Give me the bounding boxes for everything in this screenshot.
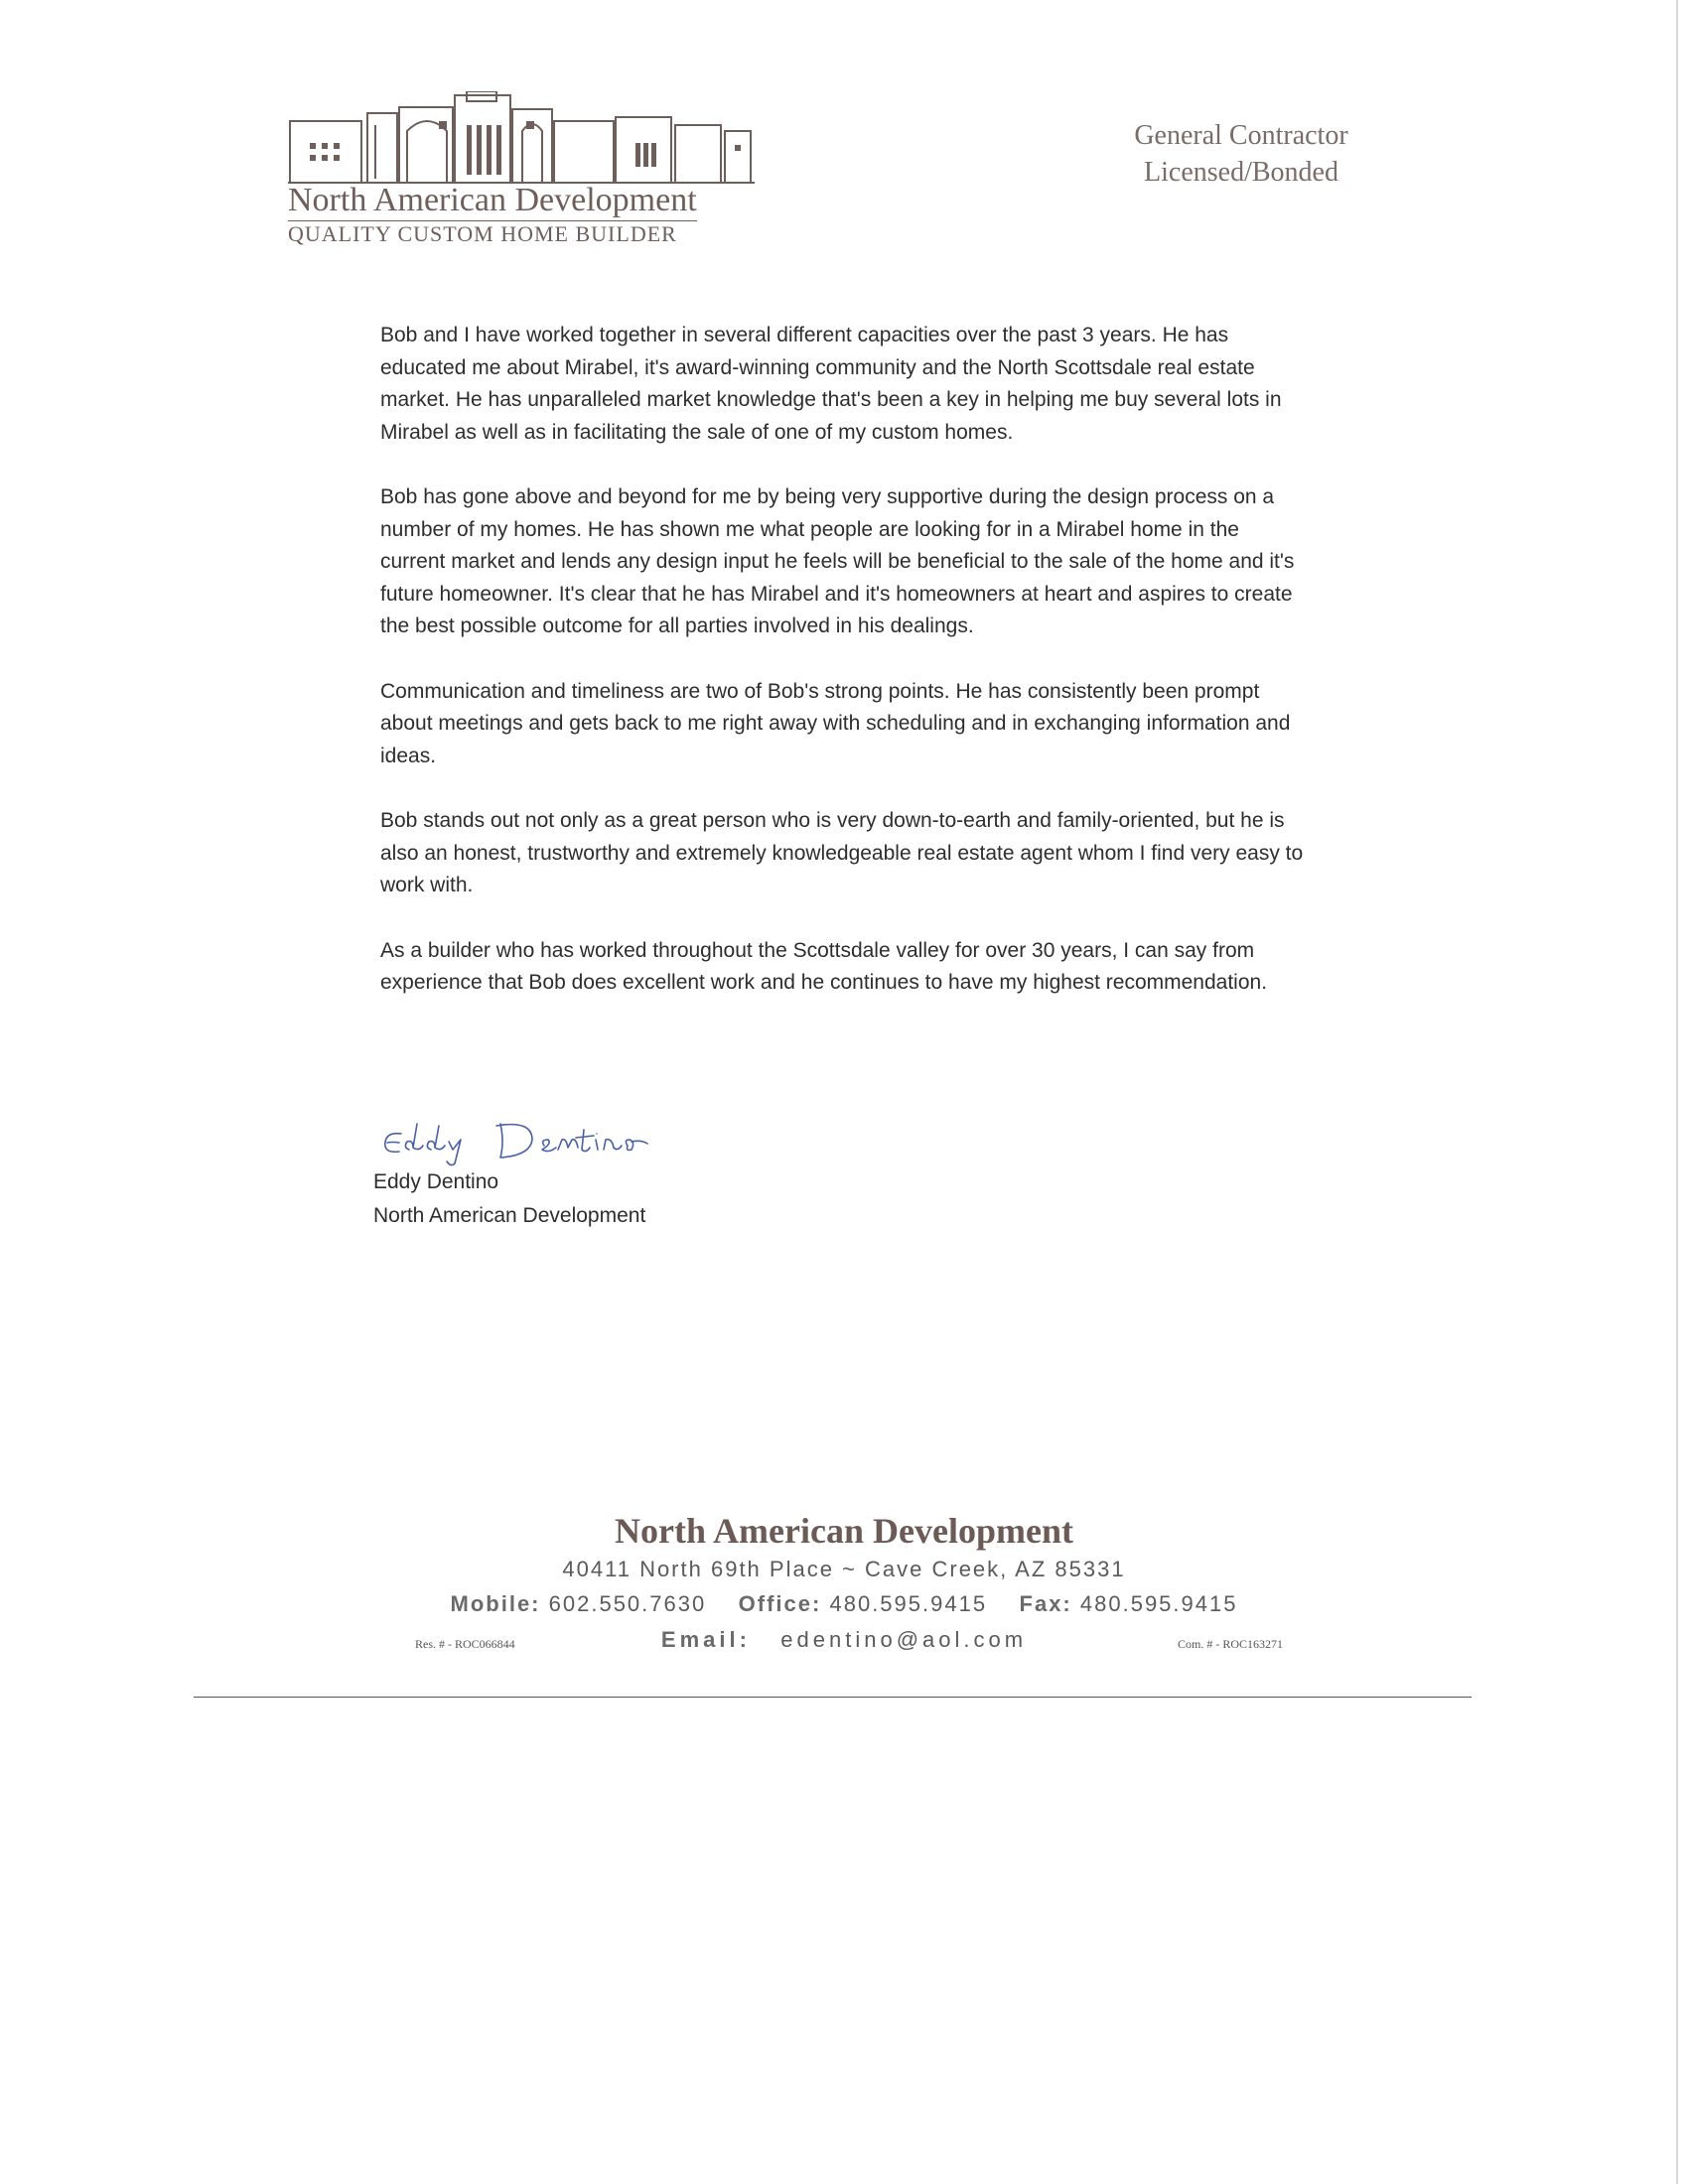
signature-block (373, 1112, 870, 1233)
office-label: Office: (738, 1591, 822, 1616)
footer-company-name: North American Development (615, 1511, 1073, 1551)
office-number: 480.595.9415 (829, 1591, 988, 1616)
fax-number: 480.595.9415 (1079, 1591, 1238, 1616)
adobe-buildings-logo-icon (288, 91, 755, 189)
scan-edge-line (1676, 0, 1678, 2184)
contractor-line: General Contractor (1134, 120, 1348, 151)
footer-email-row (397, 1622, 1291, 1658)
letterhead-logo (288, 91, 755, 247)
body-paragraph-5: As a builder who has worked throughout the Scottsdale valley for over 30 years, I can say from experience that Bob does excellent work and he continues to have my highest recommendation. (380, 938, 1268, 994)
footer-email (661, 1627, 1027, 1652)
body-paragraph-1: Bob and I have worked together in several different capacities over the past 3 years. He has educated me about Mirabel, it's award-winning community and the North Scottsdale real estate market. He has unparalleled market knowledge that's been a key in helping me buy several lots in Mirabel as well as in facilitating the sale of one of my custom homes. (380, 324, 1282, 444)
body-paragraph-3: Communication and timeliness are two of Bob's strong points. He has consistently been prompt about meetings and gets back to me right away with scheduling and in exchanging information and ideas. (380, 679, 1291, 767)
footer-phone-numbers (397, 1586, 1291, 1622)
body-paragraph-4: Bob stands out not only as a great person who is very down-to-earth and family-oriented, but he is also an honest, trustworthy and extremely knowledgeable real estate agent whom I find very easy to work with. (380, 809, 1304, 896)
contractor-credentials (1092, 117, 1390, 191)
footer-address: 40411 North 69th Place ~ Cave Creek, AZ 85331 (562, 1557, 1126, 1581)
letterhead-tagline: QUALITY CUSTOM HOME BUILDER (288, 221, 677, 246)
mobile-number: 602.550.7630 (548, 1591, 707, 1616)
letterhead-company-name: North American Development (288, 181, 697, 221)
licensed-bonded-line: Licensed/Bonded (1144, 157, 1338, 188)
body-paragraph-2: Bob has gone above and beyond for me by being very supportive during the design process on a number of my homes. He has shown me what people are looking for in a Mirabel home in the current market and lends any design input he feels will be beneficial to the sale of the home and it's future homeowner. It's clear that he has Mirabel and it's homeowners at heart and aspires to create the best possible outcome for all parties involved in his dealings. (380, 485, 1295, 637)
commercial-license-number: Com. # - ROC163271 (1177, 1637, 1283, 1651)
signer-company: North American Development (373, 1204, 646, 1227)
mobile-label: Mobile: (450, 1591, 541, 1616)
residential-license-number: Res. # - ROC066844 (415, 1637, 515, 1651)
handwritten-signature (373, 1112, 661, 1171)
signer-name: Eddy Dentino (373, 1170, 499, 1193)
footer-divider (194, 1697, 1472, 1698)
letter-body (380, 320, 1306, 1032)
email-label: Email: (660, 1627, 751, 1652)
fax-label: Fax: (1019, 1591, 1072, 1616)
email-address: edentino@aol.com (780, 1627, 1028, 1652)
letter-footer (397, 1509, 1291, 1658)
